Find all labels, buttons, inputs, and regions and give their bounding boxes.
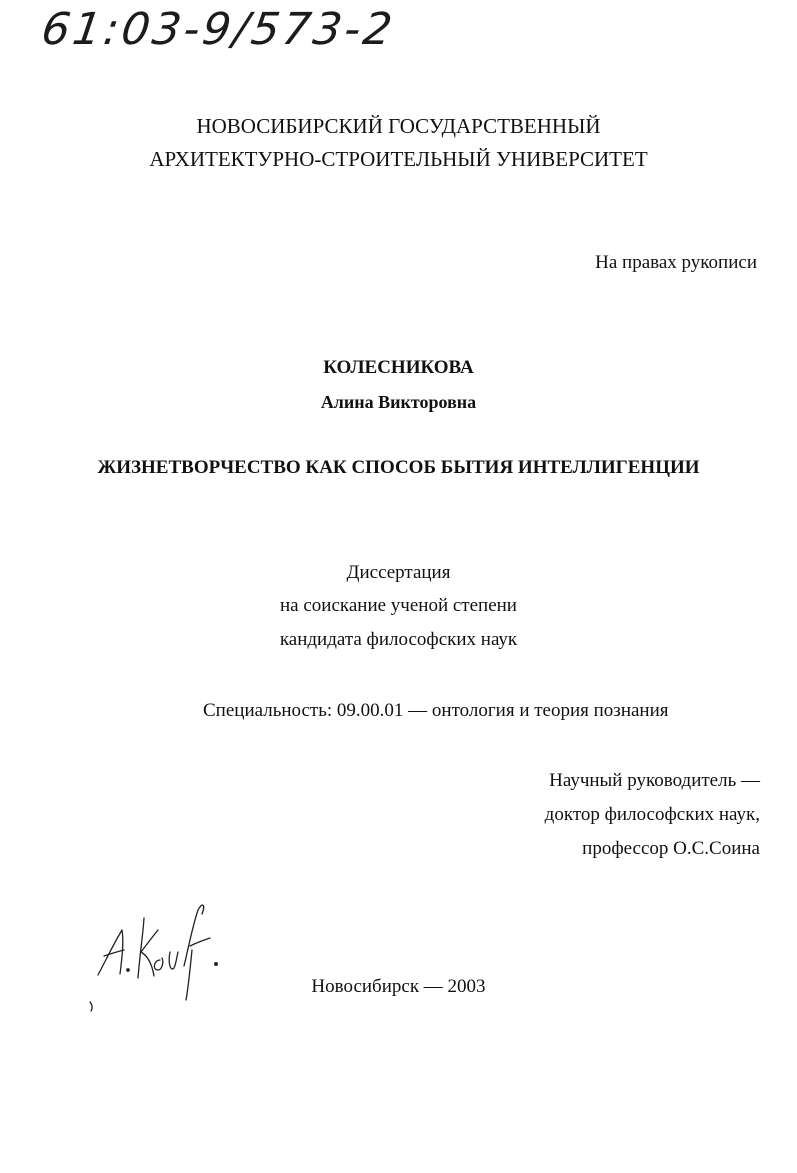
advisor-line2: доктор философских наук, <box>544 804 760 825</box>
rights-note: На правах рукописи <box>595 252 757 273</box>
degree-line2: на соискание ученой степени <box>280 595 517 616</box>
author-surname: КОЛЕСНИКОВА <box>323 357 474 378</box>
archive-number: 61:03-9/573-2 <box>38 4 398 55</box>
thesis-title: ЖИЗНЕТВОРЧЕСТВО КАК СПОСОБ БЫТИЯ ИНТЕЛЛИГЕНЦИИ <box>97 457 700 478</box>
degree-line1: Диссертация <box>346 562 451 583</box>
university-name-line1: НОВОСИБИРСКИЙ ГОСУДАРСТВЕННЫЙ <box>196 114 601 138</box>
specialty: Специальность: 09.00.01 — онтология и теория познания <box>203 700 669 721</box>
place-year: Новосибирск — 2003 <box>311 976 486 997</box>
advisor-line1: Научный руководитель — <box>549 770 760 791</box>
degree-line3: кандидата философских наук <box>279 629 518 650</box>
university-name-line2: АРХИТЕКТУРНО-СТРОИТЕЛЬНЫЙ УНИВЕРСИТЕТ <box>149 147 648 171</box>
advisor-line3: профессор О.С.Соина <box>582 838 760 859</box>
author-name: Алина Викторовна <box>320 392 477 412</box>
